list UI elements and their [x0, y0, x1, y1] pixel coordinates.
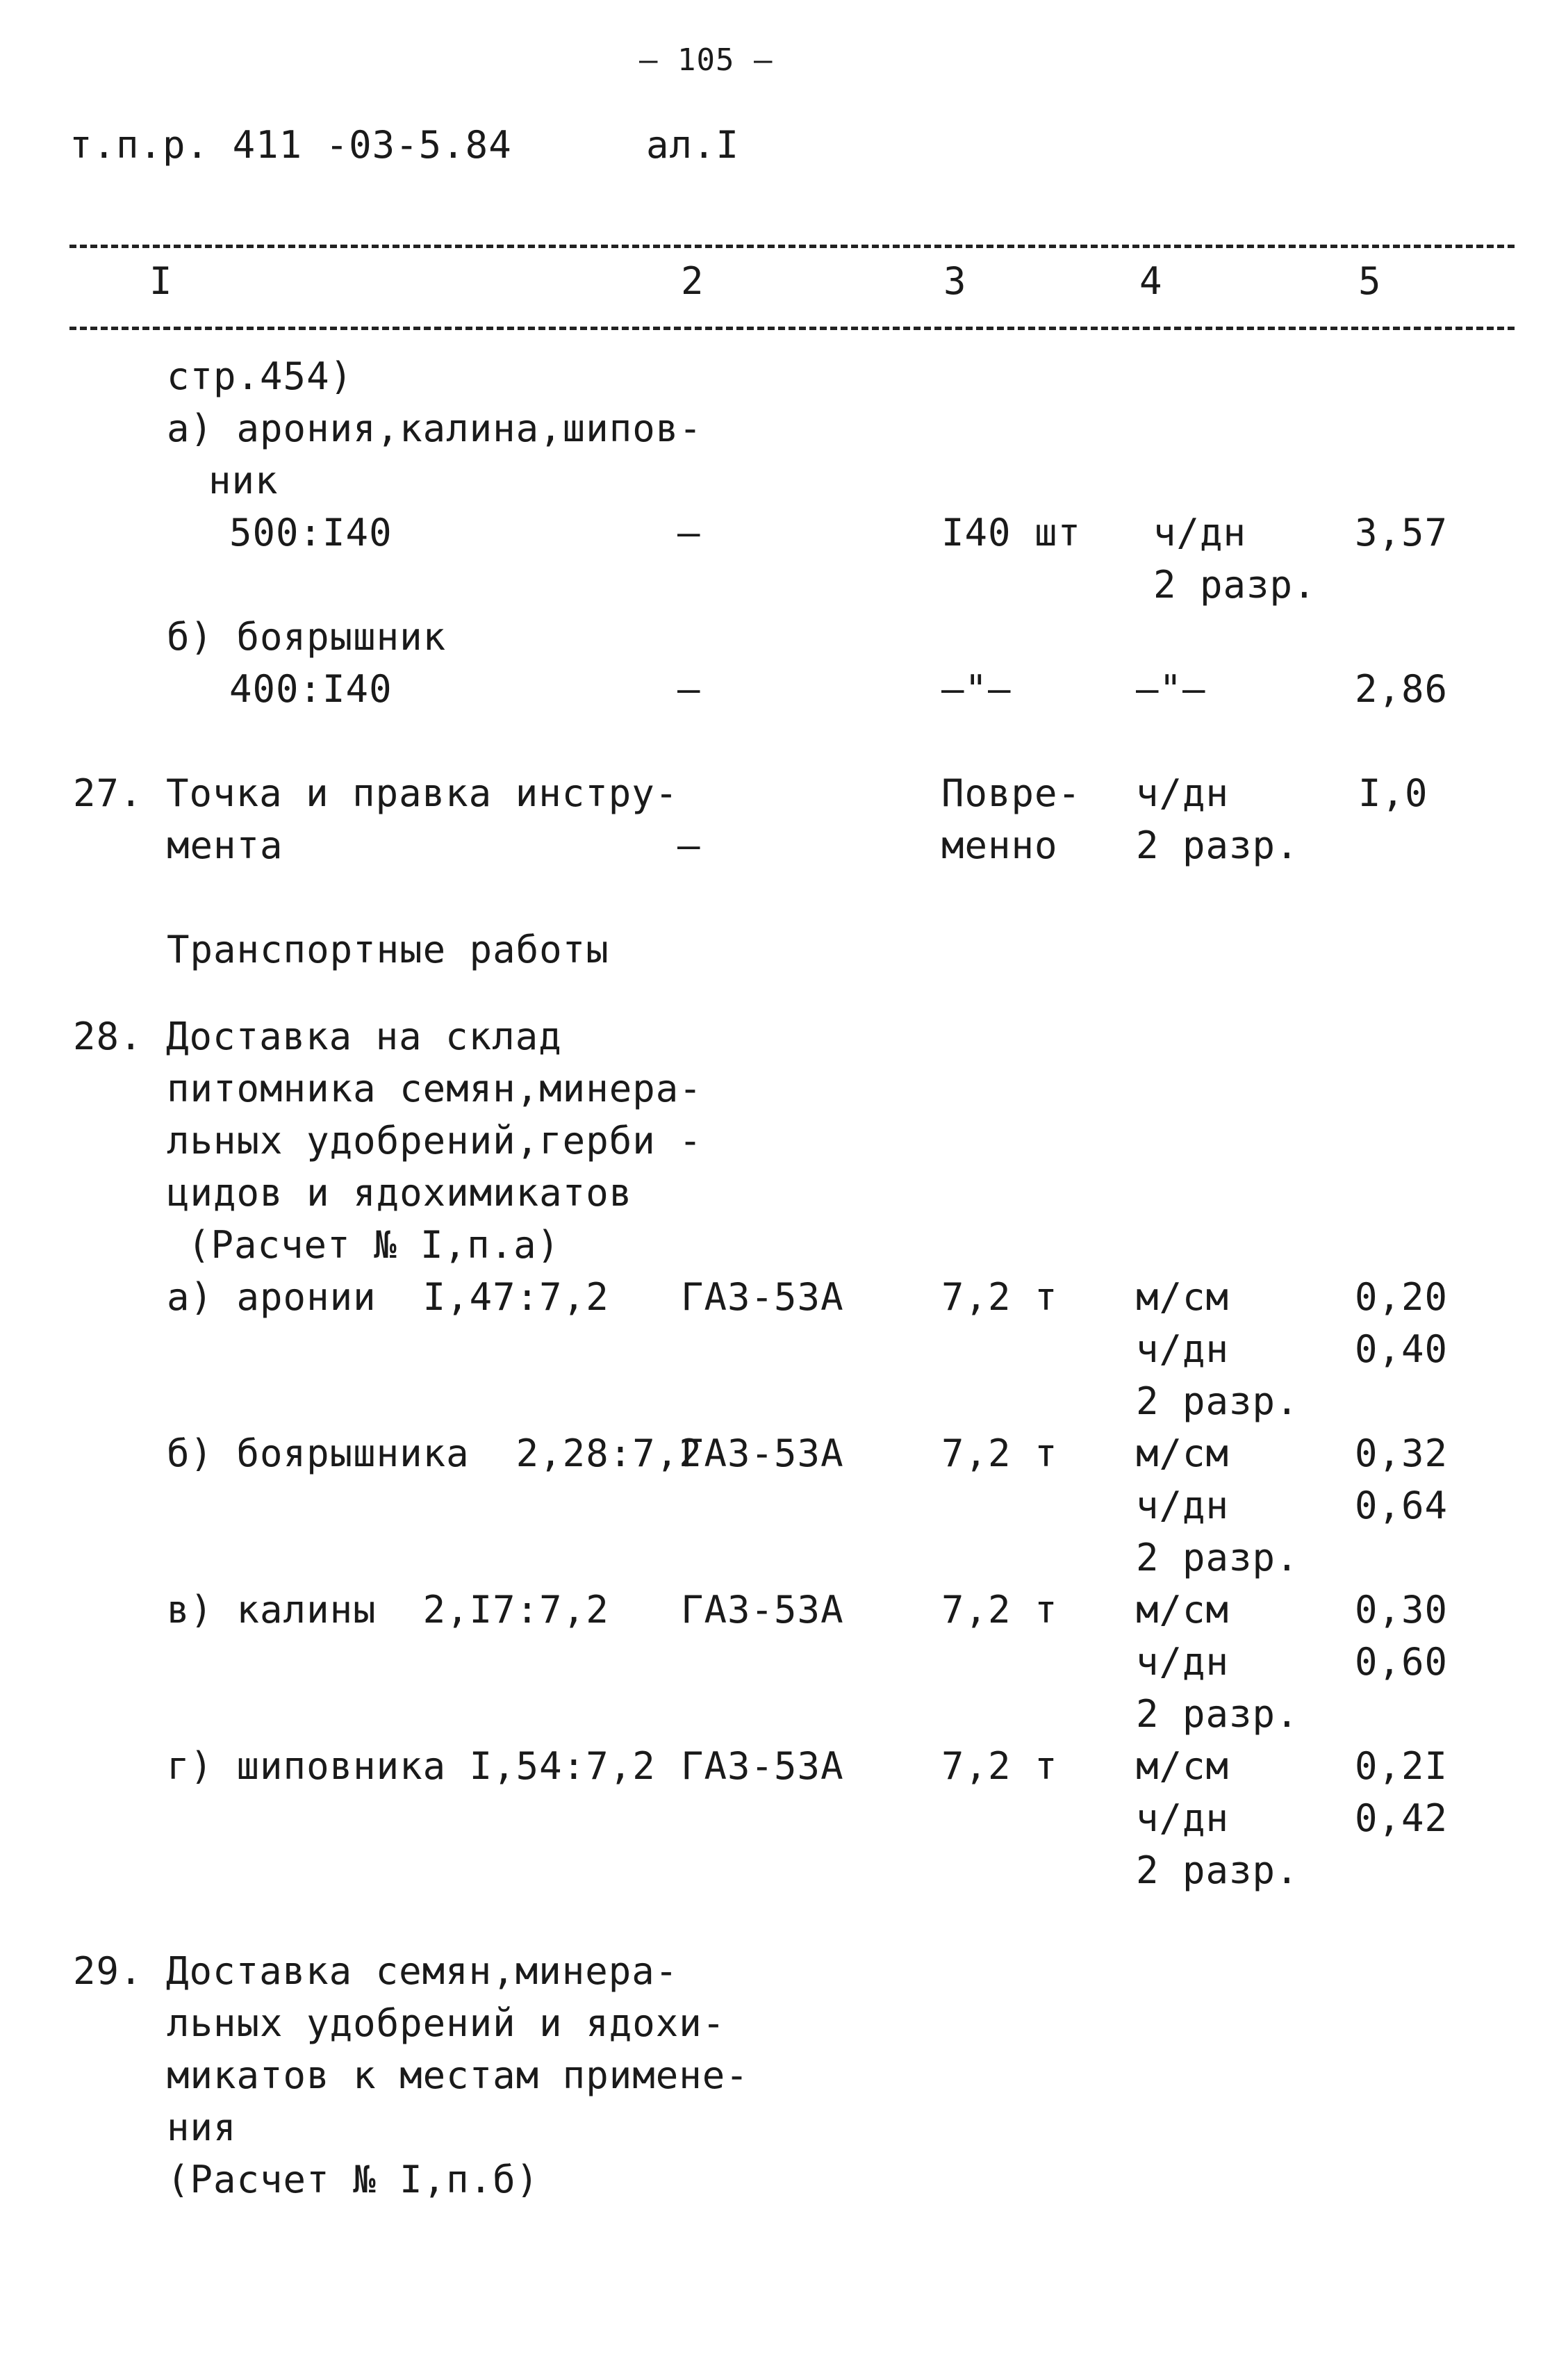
row-28g-value-2: 0,42 — [1355, 1796, 1449, 1840]
row-27-name-cont: мента — [167, 823, 283, 867]
row-28b-vehicle: ГАЗ-53А — [681, 1431, 844, 1475]
column-header-1: I — [149, 259, 173, 303]
row-28a-value-1: 0,20 — [1355, 1275, 1449, 1319]
row-28g-grade: 2 разр. — [1136, 1848, 1299, 1892]
row-28a-vehicle: ГАЗ-53А — [681, 1275, 844, 1319]
item-a-grade: 2 разр. — [1153, 563, 1317, 607]
item-a-value: 3,57 — [1355, 511, 1449, 555]
item-a-name-cont: ник — [208, 459, 279, 502]
row-28-name-cont-3: цидов и ядохимикатов — [167, 1171, 633, 1215]
row-28b-value-2: 0,64 — [1355, 1484, 1449, 1527]
item-a-col2: – — [677, 511, 701, 555]
row-28b-grade: 2 разр. — [1136, 1536, 1299, 1579]
item-a-unit: ч/дн — [1153, 511, 1247, 555]
row-28v-load: 7,2 т — [941, 1588, 1058, 1632]
item-b-col3: –"– — [941, 667, 1012, 711]
row-28b-load: 7,2 т — [941, 1431, 1058, 1475]
item-b-formula: 400:I40 — [229, 667, 393, 711]
row-28g-value-1: 0,2I — [1355, 1744, 1449, 1788]
table-header-rule — [69, 327, 1515, 330]
item-b-value: 2,86 — [1355, 667, 1449, 711]
row-29-name-cont-2: микатов к местам примене- — [167, 2053, 749, 2097]
item-b-name: б) боярышник — [167, 615, 447, 659]
row-28g-name: г) шиповника I,54:7,2 — [167, 1744, 656, 1788]
row-27-col3: Повре- — [941, 771, 1082, 815]
row-28a-value-2: 0,40 — [1355, 1327, 1449, 1371]
continuation-text: стр.454) — [167, 354, 354, 398]
row-28a-grade: 2 разр. — [1136, 1379, 1299, 1423]
row-27-grade: 2 разр. — [1136, 823, 1299, 867]
row-28-name-cont-1: питомника семян,минера- — [167, 1067, 702, 1110]
row-27-name: 27. Точка и правка инстру- — [73, 771, 679, 815]
row-28v-name: в) калины 2,I7:7,2 — [167, 1588, 609, 1632]
row-28v-value-2: 0,60 — [1355, 1640, 1449, 1684]
document-code: т.п.р. 411 -03-5.84 — [69, 123, 512, 167]
row-28-reference: (Расчет № I,п.а) — [188, 1223, 561, 1267]
item-a-col3: I40 шт — [941, 511, 1082, 555]
row-28v-unit-1: м/см — [1136, 1588, 1230, 1632]
row-27-unit: ч/дн — [1136, 771, 1230, 815]
row-28a-unit-1: м/см — [1136, 1275, 1230, 1319]
row-28b-value-1: 0,32 — [1355, 1431, 1449, 1475]
item-b-col4: –"– — [1136, 667, 1206, 711]
row-28-name-cont-2: льных удобрений,герби - — [167, 1119, 702, 1163]
row-28g-unit-1: м/см — [1136, 1744, 1230, 1788]
album-number: ал.I — [646, 123, 740, 167]
row-28a-name: а) аронии I,47:7,2 — [167, 1275, 609, 1319]
item-a-name: а) арония,калина,шипов- — [167, 407, 702, 450]
section-title: Транспортные работы — [167, 928, 609, 971]
row-29-name-cont-1: льных удобрений и ядохи- — [167, 2001, 726, 2045]
row-29-name-cont-3: ния — [167, 2106, 237, 2149]
item-b-col2: – — [677, 667, 701, 711]
row-28v-grade: 2 разр. — [1136, 1692, 1299, 1736]
row-28v-vehicle: ГАЗ-53А — [681, 1588, 844, 1632]
column-header-3: 3 — [943, 259, 967, 303]
row-28a-load: 7,2 т — [941, 1275, 1058, 1319]
row-28b-name: б) боярышника 2,28:7,2 — [167, 1431, 702, 1475]
row-28b-unit-2: ч/дн — [1136, 1484, 1230, 1527]
column-header-2: 2 — [681, 259, 704, 303]
row-28g-vehicle: ГАЗ-53А — [681, 1744, 844, 1788]
row-27-value: I,0 — [1358, 771, 1428, 815]
row-29-name: 29. Доставка семян,минера- — [73, 1949, 679, 1993]
row-28g-unit-2: ч/дн — [1136, 1796, 1230, 1840]
column-header-5: 5 — [1358, 259, 1382, 303]
row-28a-unit-2: ч/дн — [1136, 1327, 1230, 1371]
table-top-rule — [69, 245, 1515, 248]
column-header-4: 4 — [1139, 259, 1163, 303]
row-27-col2: – — [677, 823, 701, 867]
row-28-name: 28. Доставка на склад — [73, 1015, 562, 1058]
row-29-reference: (Расчет № I,п.б) — [167, 2158, 540, 2201]
row-28v-unit-2: ч/дн — [1136, 1640, 1230, 1684]
row-27-col3-cont: менно — [941, 823, 1058, 867]
row-28b-unit-1: м/см — [1136, 1431, 1230, 1475]
row-28v-value-1: 0,30 — [1355, 1588, 1449, 1632]
row-28g-load: 7,2 т — [941, 1744, 1058, 1788]
item-a-formula: 500:I40 — [229, 511, 393, 555]
page-number: – 105 – — [639, 42, 773, 78]
